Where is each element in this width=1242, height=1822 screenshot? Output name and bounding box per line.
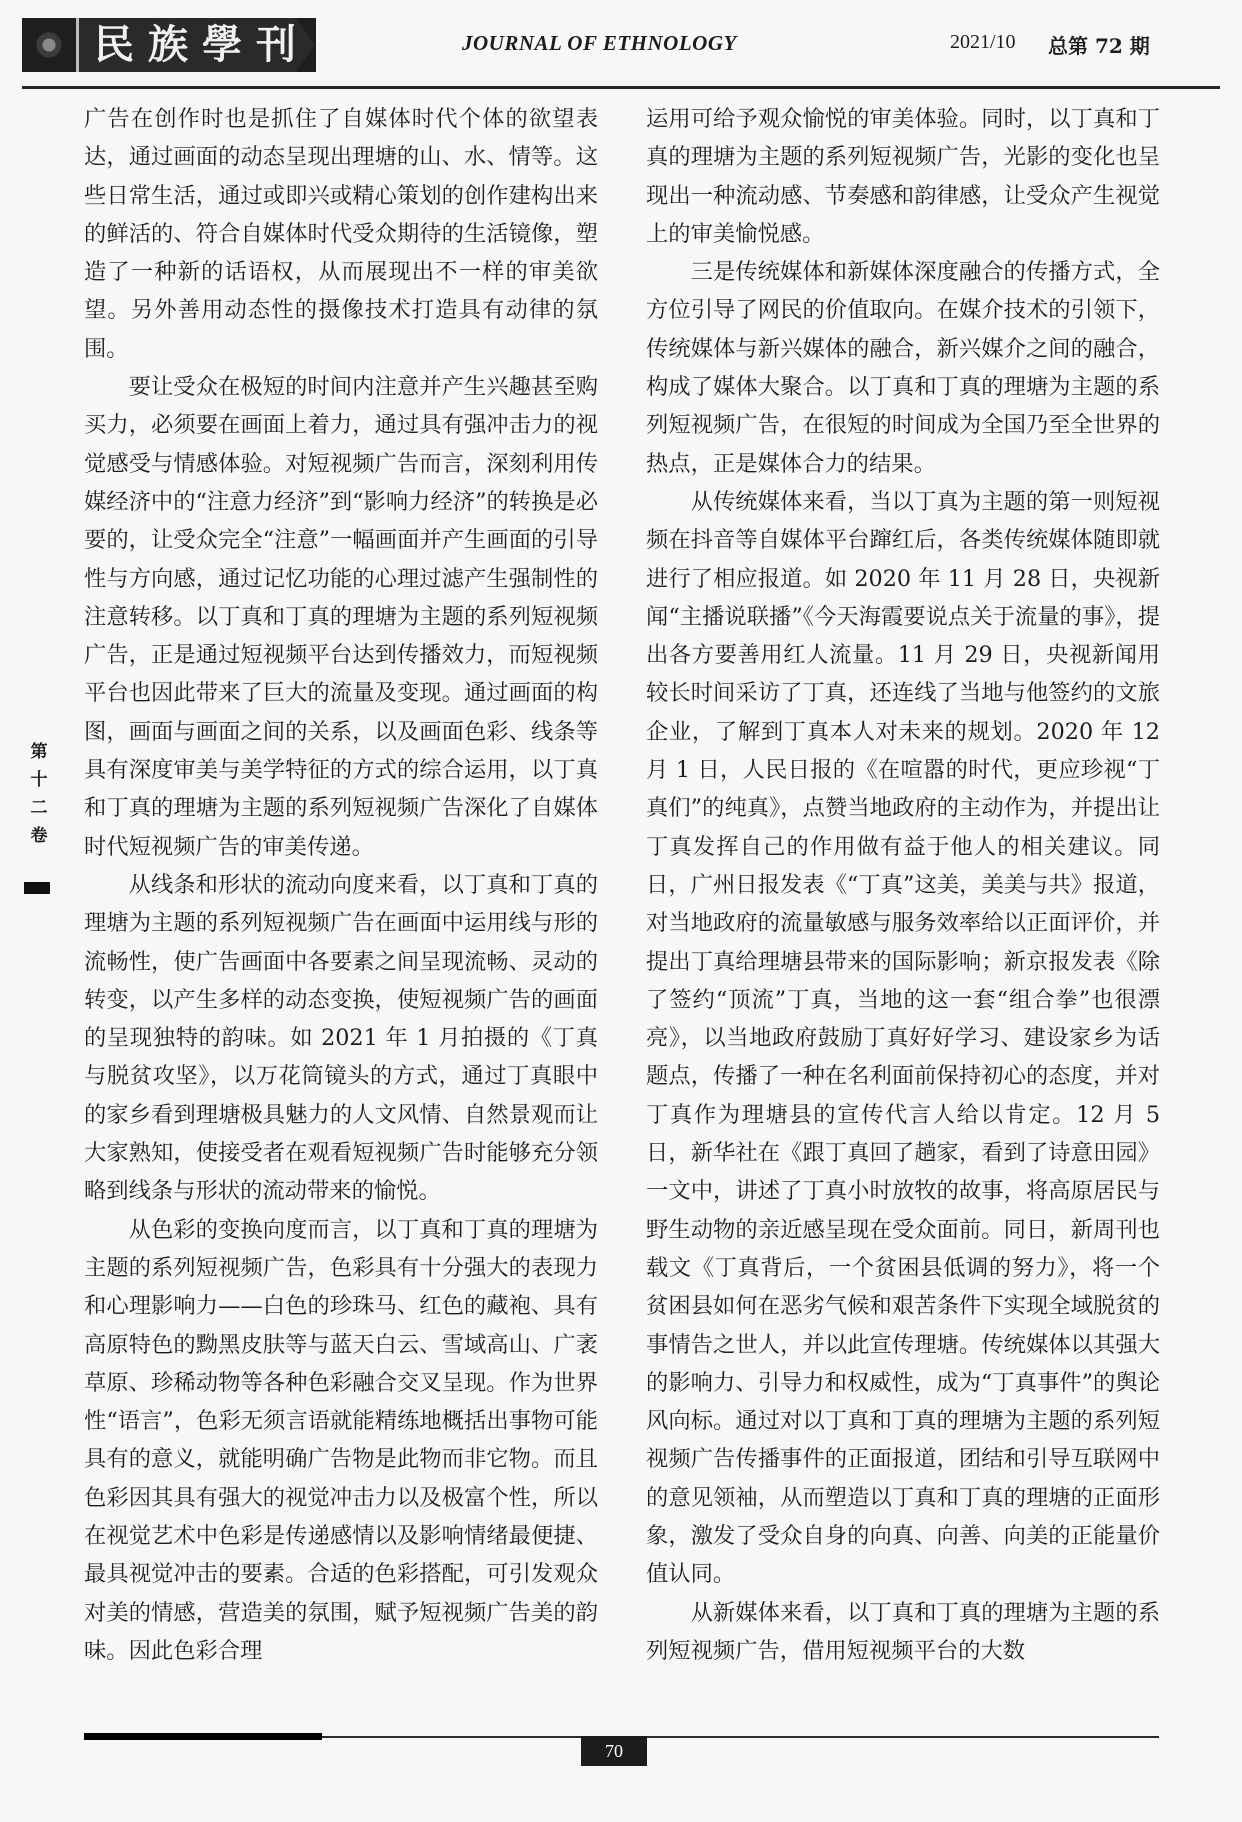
side-bar-marker: [24, 882, 50, 894]
volume-char: 二: [30, 798, 48, 818]
volume-char: 十: [30, 770, 48, 790]
journal-logo: [22, 18, 316, 72]
paragraph: 从传统媒体来看，当以丁真为主题的第一则短视频在抖音等自媒体平台蹿红后，各类传统媒体随即就进行了相应报道。如 2020 年 11 月 28 日，央视新闻“主播说联播”《今天海霞要说点关于流量的事》，提出各方要善用红人流量。11 月 29 日，央视新闻用较长时间采访了丁真，还连线了当地与他签约的文旅企业，了解到丁真本人对未来的规划。2020 年 12 月 1 日，人民日报的《在喧嚣的时代，更应珍视“丁真们”的纯真》，点赞当地政府的主动作为，并提出让丁真发挥自己的作用做有益于他人的相关建议。同日，广州日报发表《“丁真”这美，美美与共》报道，对当地政府的流量敏感与服务效率给以正面评价，并提出丁真给理塘县带来的国际影响；新京报发表《除了签约“顶流”丁真，当地的这一套“组合拳”也很漂亮》，以当地政府鼓励丁真好好学习、建设家乡为话题点，传播了一种在名利面前保持初心的态度，并对丁真作为理塘县的宣传代言人给以肯定。12 月 5 日，新华社在《跟丁真回了趟家，看到了诗意田园》一文中，讲述了丁真小时放牧的故事，将高原居民与野生动物的亲近感呈现在受众面前。同日，新周刊也载文《丁真背后，一个贫困县低调的努力》，将一个贫困县如何在恶劣气候和艰苦条件下实现全域脱贫的事情告之世人，并以此宣传理塘。传统媒体以其强大的影响力、引导力和权威性，成为“丁真事件”的舆论风向标。通过对以丁真和丁真的理塘为主题的系列短视频广告传播事件的正面报道，团结和引导互联网中的意见领袖，从而塑造以丁真和丁真的理塘的正面形象，激发了受众自身的向真、向善、向美的正能量价值认同。: [646, 488, 1160, 1588]
paragraph: 从新媒体来看，以丁真和丁真的理塘为主题的系列短视频广告，借用短视频平台的大数: [646, 1599, 1160, 1664]
logo-ornament-icon: [22, 18, 76, 72]
paragraph: 三是传统媒体和新媒体深度融合的传播方式，全方位引导了网民的价值取向。在媒介技术的引领下，传统媒体与新兴媒体的融合，新兴媒介之间的融合，构成了媒体大聚合。以丁真和丁真的理塘为主题的系列短视频广告，在很短的时间成为全国乃至全世界的热点，正是媒体合力的结果。: [646, 259, 1160, 477]
page-header: [0, 0, 1242, 90]
logo-text: 民族學刊: [94, 21, 310, 68]
paragraph: 运用可给予观众愉悦的审美体验。同时，以丁真和丁真的理塘为主题的系列短视频广告，光影的变化也呈现出一种流动感、节奏感和韵律感，让受众产生视觉上的审美愉悦感。: [646, 106, 1160, 247]
volume-char: 卷: [30, 826, 48, 846]
issue-date: 2021/10: [950, 31, 1016, 53]
footer-thick-rule: [84, 1733, 322, 1740]
right-column: [646, 100, 1160, 1700]
left-column: [84, 100, 598, 1700]
header-rule: [22, 86, 1220, 89]
volume-side-label: [28, 738, 50, 850]
paragraph: 广告在创作时也是抓住了自媒体时代个体的欲望表达，通过画面的动态呈现出理塘的山、水、情等。这些日常生活，通过或即兴或精心策划的创作建构出来的鲜活的、符合自媒体时代受众期待的生活镜像，塑造了一种新的话语权，从而展现出不一样的审美欲望。另外善用动态性的摄像技术打造具有动律的氛围。: [84, 106, 598, 362]
issue-total: 总第 72 期: [1048, 34, 1150, 58]
volume-char: 第: [30, 742, 48, 762]
page-number: 70: [581, 1736, 647, 1766]
paragraph: 从线条和形状的流动向度来看，以丁真和丁真的理塘为主题的系列短视频广告在画面中运用线与形的流畅性，使广告画面中各要素之间呈现流畅、灵动的转变，以产生多样的动态变换，使短视频广告的画面的呈现独特的韵味。如 2021 年 1 月拍摄的《丁真与脱贫攻坚》，以万花筒镜头的方式，通过丁真眼中的家乡看到理塘极具魅力的人文风情、自然景观而让大家熟知，使接受者在观看短视频广告时能够充分领略到线条与形状的流动带来的愉悦。: [84, 871, 598, 1205]
paragraph: 要让受众在极短的时间内注意并产生兴趣甚至购买力，必须要在画面上着力，通过具有强冲击力的视觉感受与情感体验。对短视频广告而言，深刻利用传媒经济中的“注意力经济”到“影响力经济”的转换是必要的，让受众完全“注意”一幅画面并产生画面的引导性与方向感，通过记忆功能的心理过滤产生强制性的注意转移。以丁真和丁真的理塘为主题的系列短视频广告，正是通过短视频平台达到传播效力，而短视频平台也因此带来了巨大的流量及变现。通过画面的构图，画面与画面之间的关系，以及画面色彩、线条等具有深度审美与美学特征的方式的综合运用，以丁真和丁真的理塘为主题的系列短视频广告深化了自媒体时代短视频广告的审美传递。: [84, 374, 598, 860]
journal-name: JOURNAL OF ETHNOLOGY: [462, 31, 737, 55]
paragraph: 从色彩的变换向度而言，以丁真和丁真的理塘为主题的系列短视频广告，色彩具有十分强大的表现力和心理影响力——白色的珍珠马、红色的藏袍、具有高原特色的黝黑皮肤等与蓝天白云、雪域高山、广袤草原、珍稀动物等各种色彩融合交叉呈现。作为世界性“语言”，色彩无须言语就能精练地概括出事物可能具有的意义，就能明确广告物是此物而非它物。而且色彩因其具有强大的视觉冲击力以及极富个性，所以在视觉艺术中色彩是传递感情以及影响情绪最便捷、最具视觉冲击的要素。合适的色彩搭配，可引发观众对美的情感，营造美的氛围，赋予短视频广告美的韵味。因此色彩合理: [84, 1216, 598, 1664]
